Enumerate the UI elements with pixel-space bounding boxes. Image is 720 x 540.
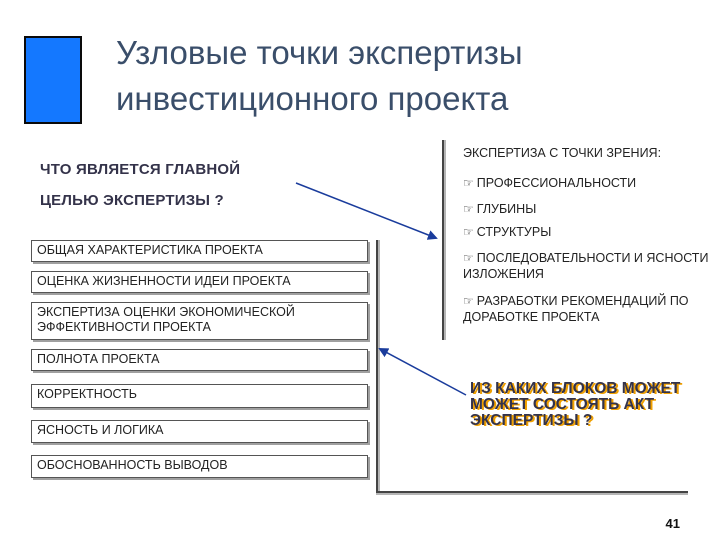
arrow-to-blocks bbox=[380, 349, 466, 395]
block-idea-viability: ОЦЕНКА ЖИЗНЕННОСТИ ИДЕИ ПРОЕКТА bbox=[31, 271, 368, 293]
block-clarity-logic: ЯСНОСТЬ И ЛОГИКА bbox=[31, 420, 368, 443]
block-correctness: КОРРЕКТНОСТЬ bbox=[31, 384, 368, 408]
viewpoint-item: ☞ ГЛУБИНЫ bbox=[463, 202, 537, 216]
block-conclusions-validity: ОБОСНОВАННОСТЬ ВЫВОДОВ bbox=[31, 455, 368, 478]
main-goal-question-line-1: ЧТО ЯВЛЯЕТСЯ ГЛАВНОЙ bbox=[40, 161, 241, 178]
arrow-to-viewpoint bbox=[296, 183, 436, 238]
pointing-hand-icon: ☞ bbox=[463, 225, 474, 239]
title-line-1: Узловые точки экспертизы bbox=[116, 34, 523, 71]
viewpoint-item: ☞ РАЗРАБОТКИ РЕКОМЕНДАЦИЙ ПО ДОРАБОТКЕ ПРОЕКТА bbox=[463, 294, 689, 324]
block-general-characteristics: ОБЩАЯ ХАРАКТЕРИСТИКА ПРОЕКТА bbox=[31, 240, 368, 262]
pointing-hand-icon: ☞ bbox=[463, 251, 474, 265]
block-economic-efficiency: ЭКСПЕРТИЗА ОЦЕНКИ ЭКОНОМИЧЕСКОЙ ЭФФЕКТИВНОСТИ ПРОЕКТА bbox=[31, 302, 368, 340]
pointing-hand-icon: ☞ bbox=[463, 202, 474, 216]
viewpoint-item: ☞ ПОСЛЕДОВАТЕЛЬНОСТИ И ЯСНОСТИ ИЗЛОЖЕНИЯ bbox=[463, 251, 709, 281]
viewpoint-heading: ЭКСПЕРТИЗА С ТОЧКИ ЗРЕНИЯ: bbox=[463, 146, 662, 160]
viewpoint-item: ☞ ПРОФЕССИОНАЛЬНОСТИ bbox=[463, 176, 637, 190]
viewpoint-item: ☞ СТРУКТУРЫ bbox=[463, 225, 552, 239]
block-completeness: ПОЛНОТА ПРОЕКТА bbox=[31, 349, 368, 371]
title-line-2: инвестиционного проекта bbox=[116, 80, 509, 117]
pointing-hand-icon: ☞ bbox=[463, 294, 474, 308]
page-number: 41 bbox=[665, 516, 680, 531]
main-goal-question-line-2: ЦЕЛЬЮ ЭКСПЕРТИЗЫ ? bbox=[40, 192, 224, 209]
blocks-question: ИЗ КАКИХ БЛОКОВ МОЖЕТ МОЖЕТ СОСТОЯТЬ АКТ ЭКСПЕРТИЗЫ ? bbox=[470, 380, 681, 429]
pointing-hand-icon: ☞ bbox=[463, 176, 474, 190]
